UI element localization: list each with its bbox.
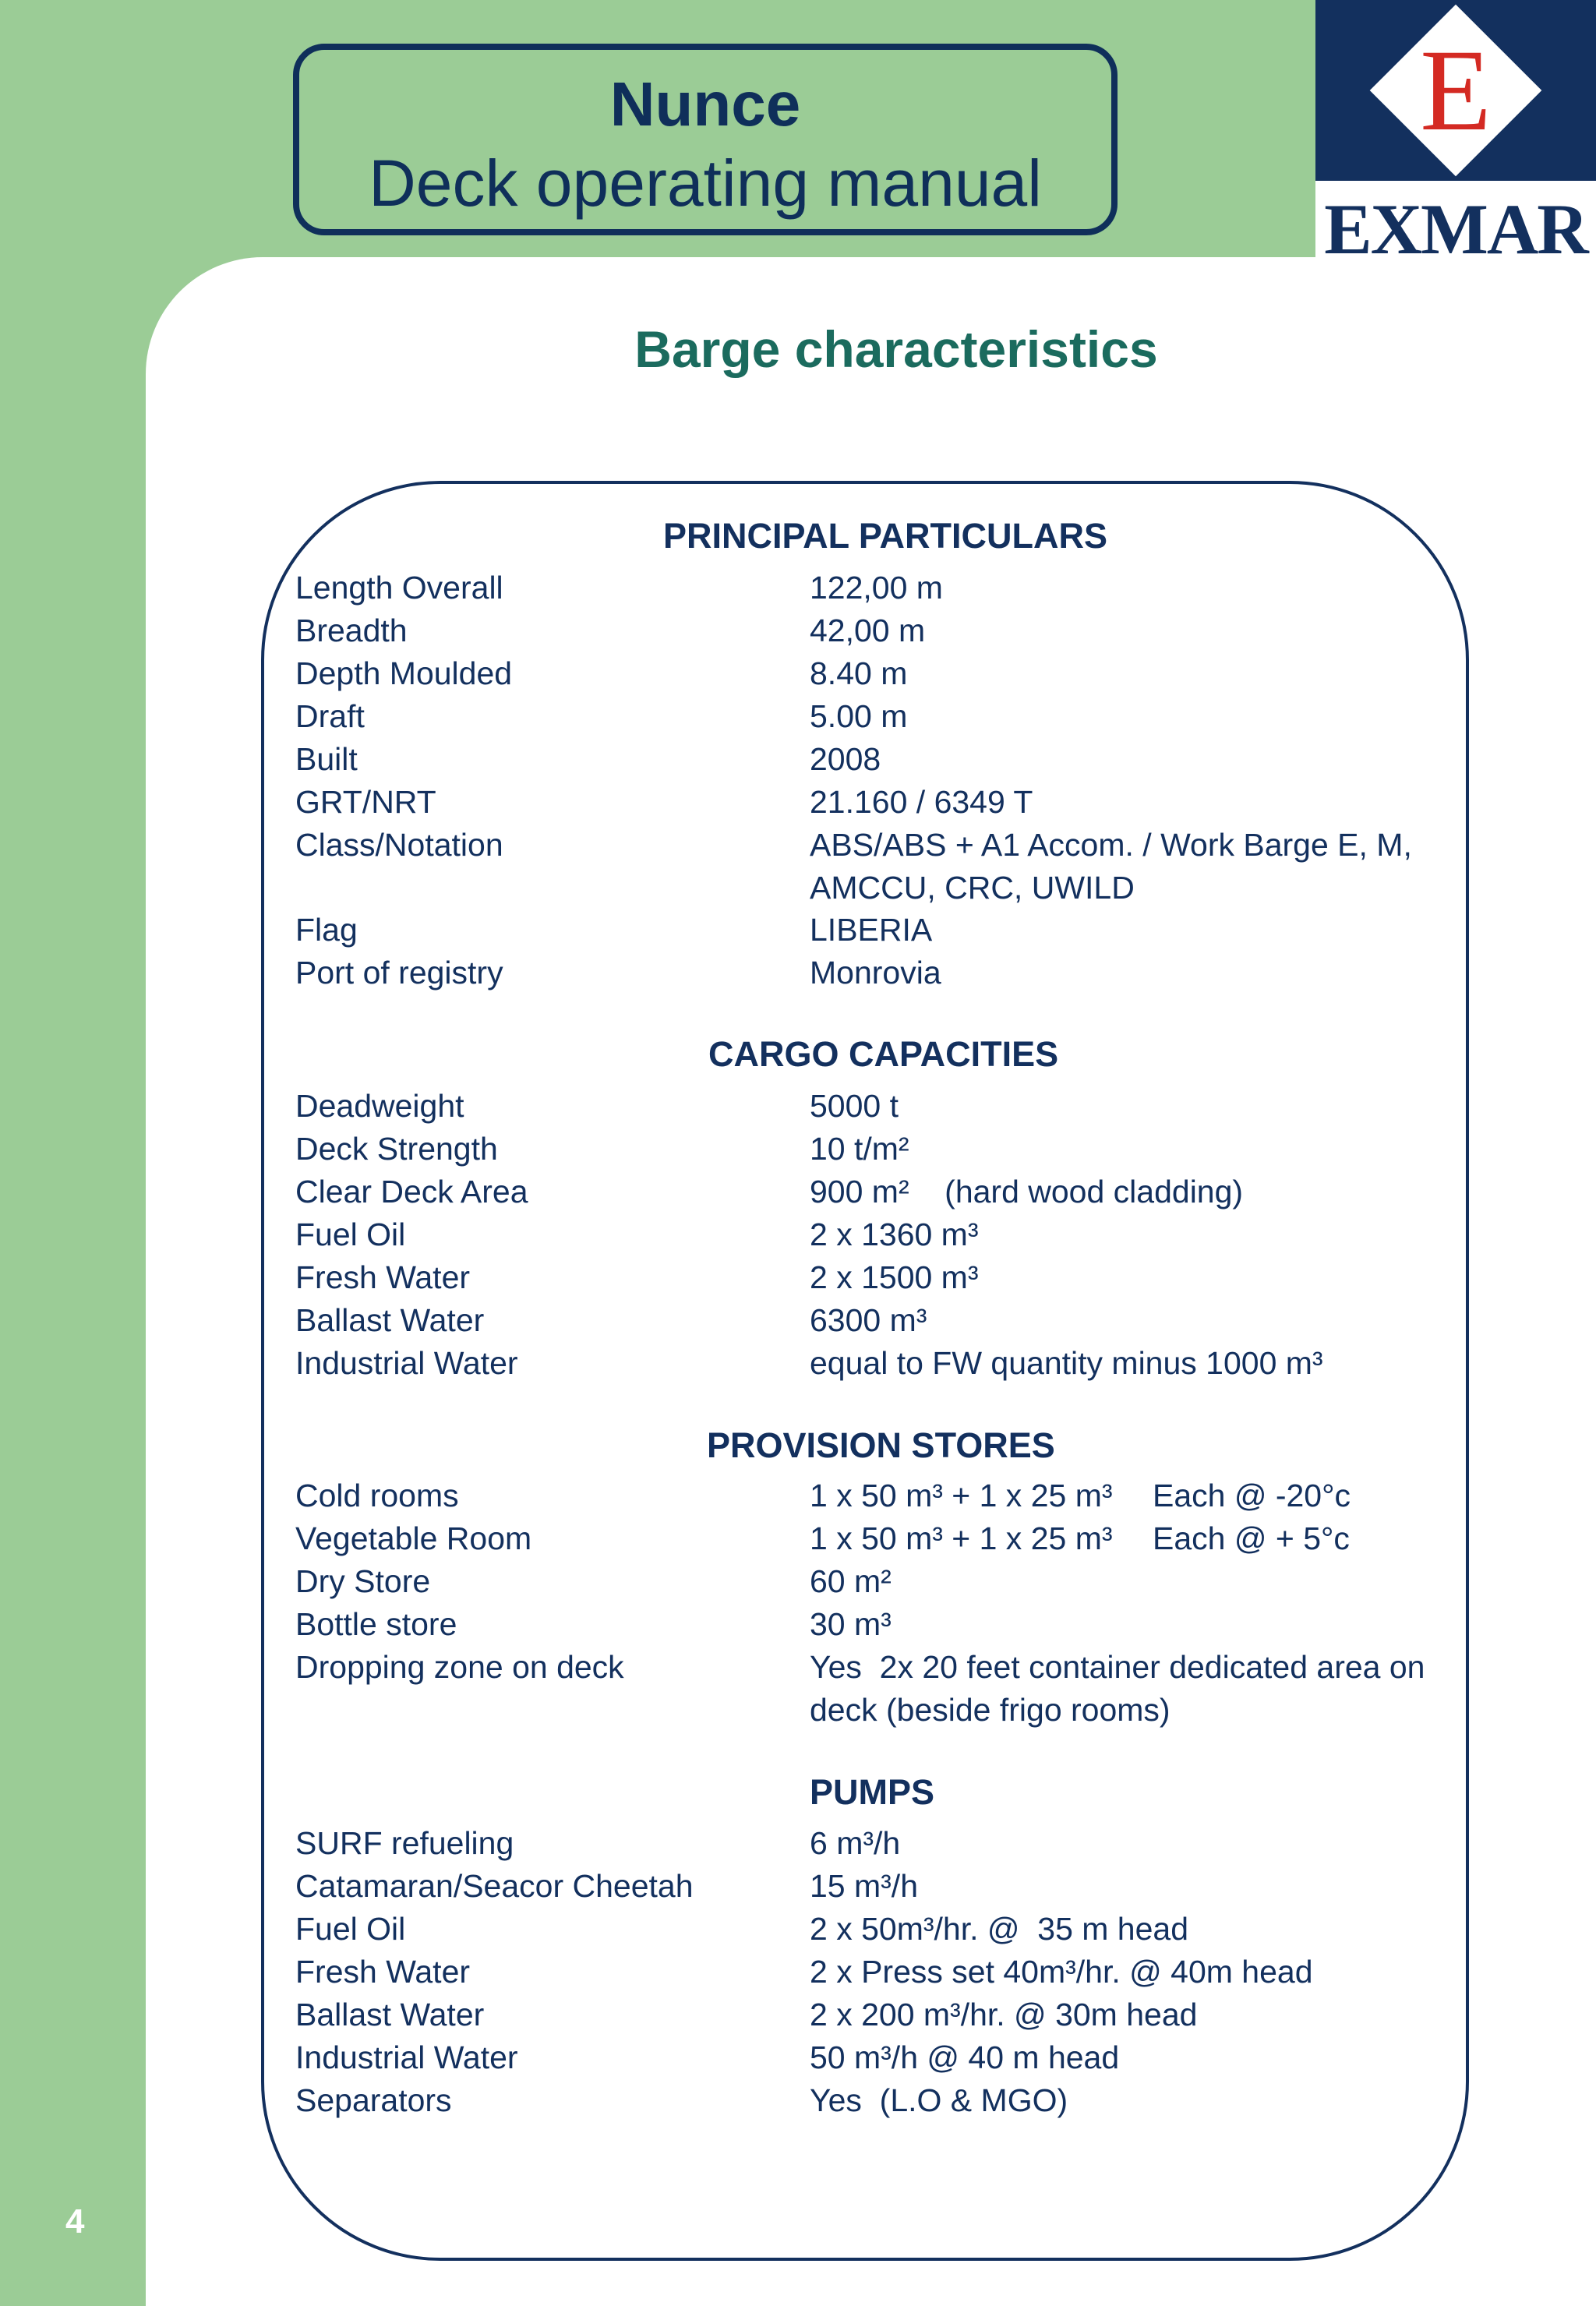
spec-label: Dry Store	[295, 1563, 431, 1599]
spec-value: 60 m²	[810, 1563, 892, 1599]
spec-value: 1 x 50 m³ + 1 x 25 m³	[810, 1478, 1113, 1513]
logo-letter: E	[1420, 26, 1492, 155]
spec-value: 900 m² (hard wood cladding)	[810, 1174, 1244, 1210]
spec-value: 122,00 m	[810, 570, 943, 606]
spec-label: Ballast Water	[295, 1997, 485, 2032]
spec-label: Separators	[295, 2082, 452, 2118]
header-title-box	[293, 44, 1118, 235]
spec-label: Catamaran/Seacor Cheetah	[295, 1868, 694, 1904]
spec-label: Length Overall	[295, 570, 503, 606]
spec-value: 6 m³/h	[810, 1825, 901, 1861]
spec-value: 10 t/m²	[810, 1131, 909, 1167]
spec-value: 30 m³	[810, 1606, 892, 1642]
spec-label: Dropping zone on deck	[295, 1649, 624, 1685]
spec-value: ABS/ABS + A1 Accom. / Work Barge E, M,	[810, 827, 1412, 863]
spec-note: Each @ -20°c	[1153, 1478, 1351, 1513]
spec-value: 15 m³/h	[810, 1868, 918, 1904]
section-heading-provision: PROVISION STORES	[707, 1425, 1055, 1465]
spec-label: Depth Moulded	[295, 655, 513, 691]
spec-label: Breadth	[295, 613, 408, 648]
spec-label: Deck Strength	[295, 1131, 498, 1167]
spec-value: equal to FW quantity minus 1000 m³	[810, 1345, 1323, 1381]
spec-label: Draft	[295, 698, 365, 734]
spec-label: Industrial Water	[295, 1345, 518, 1381]
spec-label: Industrial Water	[295, 2039, 518, 2075]
section-heading-principal: PRINCIPAL PARTICULARS	[663, 516, 1108, 556]
spec-label: Deadweight	[295, 1088, 464, 1124]
spec-value: 8.40 m	[810, 655, 908, 691]
page-title: Barge characteristics	[634, 320, 1158, 378]
logo-emblem	[1315, 0, 1596, 181]
spec-value: 21.160 / 6349 T	[810, 784, 1033, 820]
spec-label: Vegetable Room	[295, 1520, 532, 1556]
spec-value: 2 x 1360 m³	[810, 1217, 979, 1252]
spec-label: Port of registry	[295, 955, 503, 991]
spec-value: 2 x 200 m³/hr. @ 30m head	[810, 1997, 1198, 2032]
spec-value: 2 x Press set 40m³/hr. @ 40m head	[810, 1954, 1313, 1990]
page-number: 4	[65, 2202, 85, 2241]
spec-label: Fuel Oil	[295, 1217, 406, 1252]
spec-note: Each @ + 5°c	[1153, 1520, 1350, 1556]
spec-value: LIBERIA	[810, 912, 933, 948]
spec-value: 5.00 m	[810, 698, 908, 734]
spec-value: 50 m³/h @ 40 m head	[810, 2039, 1120, 2075]
spec-value: 42,00 m	[810, 613, 926, 648]
spec-label: Fresh Water	[295, 1954, 471, 1990]
section-heading-cargo: CARGO CAPACITIES	[708, 1034, 1059, 1074]
section-heading-pumps: PUMPS	[810, 1772, 935, 1812]
spec-value-continued: deck (beside frigo rooms)	[810, 1692, 1171, 1728]
spec-value: 6300 m³	[810, 1302, 927, 1338]
spec-value-continued: AMCCU, CRC, UWILD	[810, 870, 1135, 906]
spec-label: Flag	[295, 912, 358, 948]
spec-label: Clear Deck Area	[295, 1174, 528, 1210]
exmar-logo	[1315, 0, 1596, 269]
spec-value: 2 x 50m³/hr. @ 35 m head	[810, 1911, 1189, 1947]
document-subtitle: Deck operating manual	[369, 147, 1042, 220]
spec-label: SURF refueling	[295, 1825, 514, 1861]
spec-label: Bottle store	[295, 1606, 457, 1642]
logo-wordmark: EXMAR	[1324, 189, 1587, 269]
spec-value: Yes 2x 20 feet container dedicated area on	[810, 1649, 1425, 1685]
spec-label: Class/Notation	[295, 827, 503, 863]
spec-value: Yes (L.O & MGO)	[810, 2082, 1068, 2118]
spec-value: 2008	[810, 741, 881, 777]
spec-value: 1 x 50 m³ + 1 x 25 m³	[810, 1520, 1113, 1556]
spec-label: GRT/NRT	[295, 784, 436, 820]
spec-value: Monrovia	[810, 955, 941, 991]
spec-label: Ballast Water	[295, 1302, 485, 1338]
spec-value: 2 x 1500 m³	[810, 1259, 979, 1295]
document-title: Nunce	[609, 69, 801, 139]
spec-label: Fresh Water	[295, 1259, 471, 1295]
spec-value: 5000 t	[810, 1088, 899, 1124]
spec-label: Fuel Oil	[295, 1911, 406, 1947]
spec-label: Built	[295, 741, 358, 777]
spec-label: Cold rooms	[295, 1478, 459, 1513]
